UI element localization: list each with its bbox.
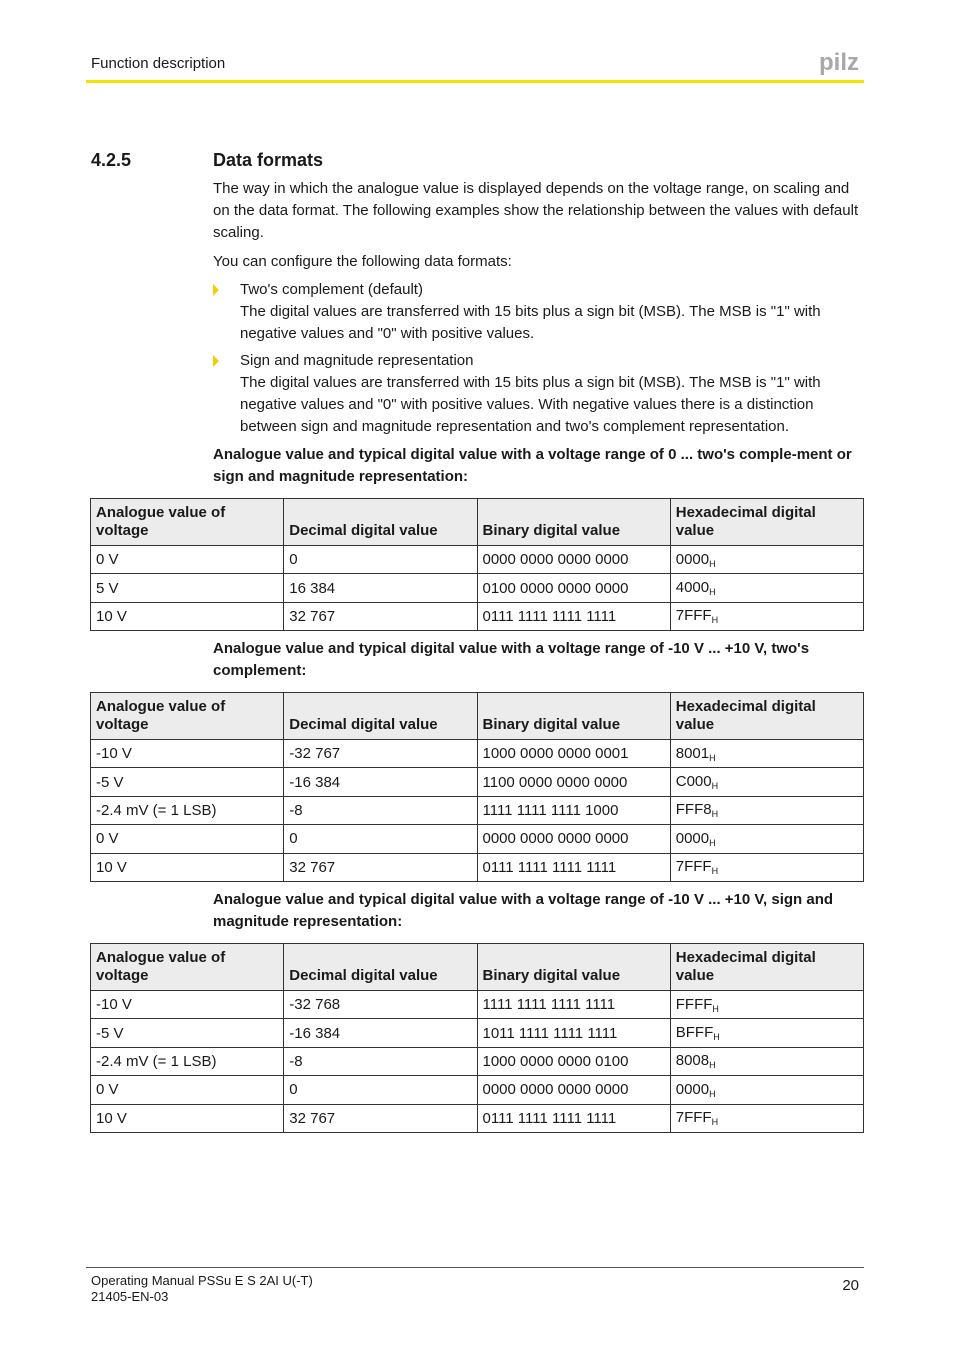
cell-value: 0000 0000 0000 0000 — [482, 830, 629, 848]
cell-value: 7FFF — [675, 858, 712, 876]
hex-subscript: H — [711, 1117, 719, 1128]
table-header-row — [91, 944, 864, 991]
hex-subscript: H — [711, 781, 719, 792]
cell-value: 0 V — [96, 830, 119, 848]
intro-paragraph: The way in which the analogue value is displayed depends on the voltage range, on scaling and on the data format. The following examples show the relationship between the values with default scaling. — [213, 180, 859, 241]
cell-value: 0000 0000 0000 0000 — [482, 1081, 629, 1099]
cell-value: 1111 1111 1111 1111 — [482, 996, 616, 1014]
cell-value: 0000 — [675, 829, 710, 847]
table-cell — [284, 991, 477, 1019]
cell-value: -5 V — [96, 773, 124, 791]
cell-value: 0000 — [675, 1080, 710, 1098]
table-row — [91, 546, 864, 574]
hex-subscript: H — [711, 866, 719, 877]
list-item — [213, 279, 863, 345]
table-row — [91, 991, 864, 1019]
table-cell — [670, 574, 863, 602]
data-table — [90, 692, 864, 882]
table-header-row — [91, 499, 864, 546]
footer-rule — [86, 1267, 864, 1268]
table-cell — [91, 796, 284, 824]
cell-value: 0000 — [675, 550, 710, 568]
hex-subscript: H — [709, 587, 716, 598]
section-title: Data formats — [213, 150, 324, 170]
table-cell — [477, 853, 670, 881]
column-header: Binary digital value — [477, 499, 670, 546]
table-cell — [477, 1047, 670, 1075]
table-cell — [91, 1019, 284, 1047]
table-row — [91, 574, 864, 602]
cell-value: 0 V — [96, 551, 119, 569]
cell-value: 0111 1111 1111 1111 — [482, 1109, 617, 1127]
table-cell — [477, 796, 670, 824]
table-cell — [670, 740, 863, 768]
cell-value: -10 V — [96, 745, 132, 763]
cell-value: 8008 — [675, 1052, 710, 1070]
table-row — [91, 1047, 864, 1075]
page-number: 20 — [842, 1277, 859, 1294]
footer-info — [91, 1273, 313, 1305]
table-row — [91, 1019, 864, 1047]
cell-value: 0 V — [96, 1081, 119, 1099]
cell-value: -16 384 — [289, 773, 341, 791]
column-header: Binary digital value — [477, 944, 670, 991]
hex-subscript: H — [712, 1003, 719, 1014]
hex-subscript: H — [713, 1032, 720, 1043]
cell-value: 32 767 — [289, 1109, 336, 1127]
cell-value: 7FFF — [675, 1109, 712, 1127]
cell-value: 32 767 — [289, 607, 336, 625]
cell-value: 16 384 — [289, 579, 336, 597]
table-cell — [477, 825, 670, 853]
column-header: Decimal digital value — [284, 693, 477, 740]
table-cell — [477, 1019, 670, 1047]
bullet-text: The digital values are transferred with 15 bits plus a sign bit (MSB). The MSB is "1" with negative values and "0" with positive values. — [240, 303, 821, 342]
table-cell — [670, 1047, 863, 1075]
column-header: Decimal digital value — [284, 944, 477, 991]
table-cell — [284, 796, 477, 824]
table-row — [91, 796, 864, 824]
column-header: Analogue value of voltage — [91, 693, 284, 740]
table-cell — [284, 1019, 477, 1047]
cell-value: 10 V — [96, 858, 127, 876]
table-cell — [670, 991, 863, 1019]
table-cell — [477, 1076, 670, 1104]
table-row — [91, 825, 864, 853]
cell-value: 0 — [289, 551, 298, 569]
table-cell — [91, 1047, 284, 1075]
cell-value: 0 — [289, 1081, 298, 1099]
cell-value: 1000 0000 0000 0001 — [482, 745, 629, 763]
footer-manual: Operating Manual PSSu E S 2AI U(-T) — [91, 1273, 313, 1288]
table-cell — [91, 825, 284, 853]
cell-value: 8001 — [675, 744, 710, 762]
table-cell — [91, 853, 284, 881]
table-cell — [670, 1019, 863, 1047]
table-cell — [91, 602, 284, 630]
table-header-row — [91, 693, 864, 740]
table-cell — [91, 991, 284, 1019]
data-format-list — [213, 279, 863, 443]
table-cell — [670, 602, 863, 630]
table-caption: Analogue value and typical digital value with a voltage range of -10 V ... +10 V, sign and magnitude representation: — [213, 891, 834, 930]
hex-subscript: H — [711, 615, 719, 626]
cell-value: 1000 0000 0000 0100 — [482, 1052, 629, 1070]
table-cell — [477, 602, 670, 630]
table-cell — [91, 740, 284, 768]
cell-value: -10 V — [96, 996, 132, 1014]
table-cell — [670, 796, 863, 824]
table-cell — [284, 1104, 477, 1132]
column-header: Analogue value of voltage — [91, 944, 284, 991]
table-cell — [91, 768, 284, 796]
bullet-arrow-icon — [213, 355, 219, 367]
table-cell — [91, 1104, 284, 1132]
table-cell — [670, 1104, 863, 1132]
table-cell — [477, 991, 670, 1019]
footer-doc-number: 21405-EN-03 — [91, 1289, 169, 1304]
logo-text: pilz — [819, 50, 859, 76]
table-cell — [477, 574, 670, 602]
cell-value: 4000 — [675, 579, 710, 597]
header-rule — [86, 80, 864, 83]
table-cell — [284, 853, 477, 881]
column-header: Binary digital value — [477, 693, 670, 740]
table-row — [91, 740, 864, 768]
table-cell — [477, 1104, 670, 1132]
configure-paragraph: You can configure the following data formats: — [213, 253, 512, 270]
cell-value: -2.4 mV (= 1 LSB) — [96, 1052, 217, 1070]
cell-value: 0 — [289, 830, 298, 848]
table-cell — [284, 825, 477, 853]
table-cell — [284, 768, 477, 796]
cell-value: 0111 1111 1111 1111 — [482, 858, 617, 876]
table-cell — [284, 1047, 477, 1075]
table-caption: Analogue value and typical digital value with a voltage range of -10 V ... +10 V, two's complement: — [213, 640, 810, 679]
table-cell — [670, 1076, 863, 1104]
list-item — [213, 350, 863, 438]
table-row — [91, 768, 864, 796]
bullet-title: Two's complement (default) — [240, 281, 423, 298]
cell-value: 1100 0000 0000 0000 — [482, 773, 628, 791]
data-table — [90, 498, 864, 631]
cell-value: -5 V — [96, 1024, 124, 1042]
column-header: Hexadecimal digital value — [670, 944, 863, 991]
pilz-logo — [819, 50, 863, 76]
table-row — [91, 1104, 864, 1132]
table-cell — [284, 1076, 477, 1104]
table-cell — [670, 853, 863, 881]
cell-value: 10 V — [96, 607, 127, 625]
cell-value: BFFF — [675, 1024, 714, 1042]
header-title: Function description — [91, 55, 226, 72]
hex-subscript: H — [709, 1060, 716, 1071]
cell-value: 1111 1111 1111 1000 — [482, 801, 619, 819]
cell-value: C000 — [675, 773, 712, 791]
table-cell — [670, 546, 863, 574]
section-number: 4.2.5 — [91, 150, 132, 170]
cell-value: -16 384 — [289, 1024, 341, 1042]
hex-subscript: H — [711, 809, 719, 820]
cell-value: 32 767 — [289, 858, 336, 876]
table-cell — [91, 1076, 284, 1104]
cell-value: -32 767 — [289, 745, 341, 763]
cell-value: FFF8 — [675, 801, 712, 819]
bullet-arrow-icon — [213, 284, 219, 296]
table-cell — [284, 602, 477, 630]
cell-value: FFFF — [675, 995, 713, 1013]
cell-value: 1011 1111 1111 1111 — [482, 1024, 618, 1042]
cell-value: 0111 1111 1111 1111 — [482, 607, 617, 625]
table-row — [91, 602, 864, 630]
table-caption: Analogue value and typical digital value with a voltage range of 0 ... two's comple-ment or sign and magnitude representation: — [213, 446, 852, 485]
cell-value: 0100 0000 0000 0000 — [482, 579, 629, 597]
bullet-title: Sign and magnitude representation — [240, 352, 474, 369]
cell-value: -8 — [289, 1052, 303, 1070]
table-cell — [477, 546, 670, 574]
hex-subscript: H — [709, 1088, 716, 1099]
cell-value: -2.4 mV (= 1 LSB) — [96, 801, 217, 819]
table-cell — [670, 768, 863, 796]
table-cell — [284, 740, 477, 768]
cell-value: 0000 0000 0000 0000 — [482, 551, 629, 569]
column-header: Hexadecimal digital value — [670, 693, 863, 740]
table-cell — [670, 825, 863, 853]
cell-value: 10 V — [96, 1109, 127, 1127]
hex-subscript: H — [709, 837, 716, 848]
bullet-text: The digital values are transferred with 15 bits plus a sign bit (MSB). The MSB is "1" with negative values and "0" with positive values. With negative values there is a distinction between sign and magnitude representation and two's complement representation. — [240, 374, 821, 435]
table-cell — [477, 740, 670, 768]
table-row — [91, 853, 864, 881]
column-header: Analogue value of voltage — [91, 499, 284, 546]
cell-value: -8 — [289, 801, 303, 819]
table-cell — [91, 546, 284, 574]
cell-value: 5 V — [96, 579, 119, 597]
data-table — [90, 943, 864, 1133]
table-cell — [284, 574, 477, 602]
column-header: Hexadecimal digital value — [670, 499, 863, 546]
hex-subscript: H — [709, 558, 716, 569]
cell-value: -32 768 — [289, 996, 341, 1014]
table-cell — [284, 546, 477, 574]
column-header: Decimal digital value — [284, 499, 477, 546]
cell-value: 7FFF — [675, 607, 712, 625]
table-cell — [91, 574, 284, 602]
table-cell — [477, 768, 670, 796]
hex-subscript: H — [709, 752, 716, 763]
table-row — [91, 1076, 864, 1104]
